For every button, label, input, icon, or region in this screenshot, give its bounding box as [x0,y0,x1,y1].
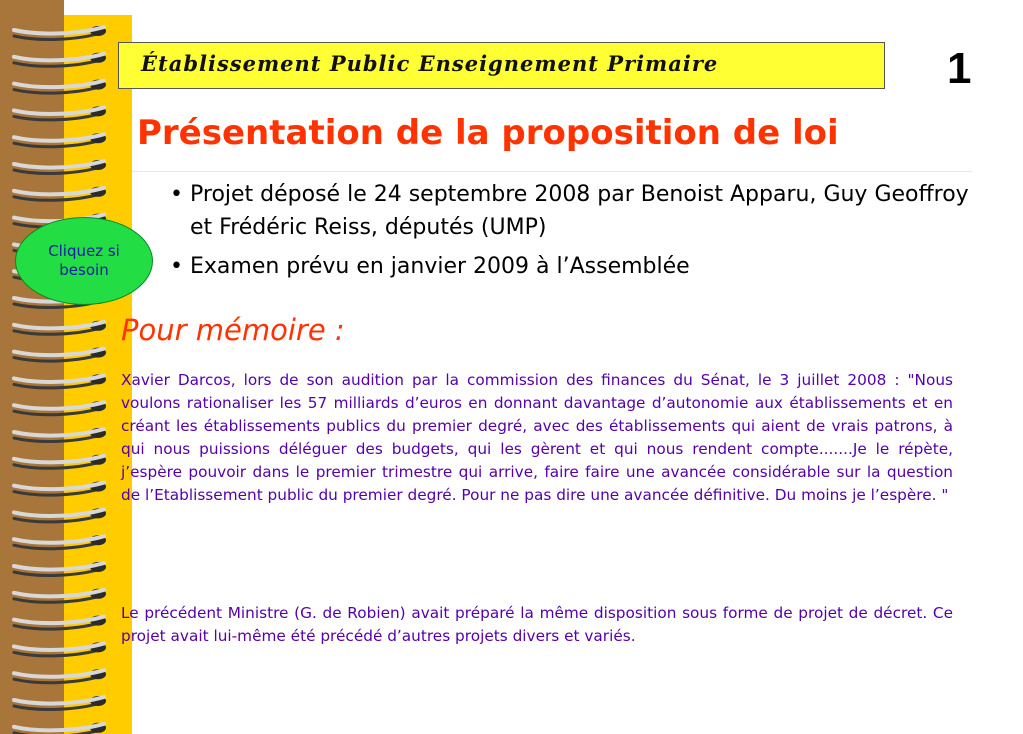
binding-ring [14,669,106,682]
memo-note-paragraph: Le précédent Ministre (G. de Robien) avait préparé la même disposition sous forme de projet de décret. Ce projet avait lui-même été précédé d’autres projets divers et variés. [121,604,953,645]
memo-heading: Pour mémoire : [121,313,345,347]
help-button-label: Cliquez si besoin [48,242,120,279]
slide-title: Présentation de la proposition de loi [137,113,839,153]
binding-ring [14,106,106,119]
bullet-list [170,178,970,289]
binding-ring [14,562,106,575]
binding-ring [14,187,106,200]
memo-quote-paragraph: Xavier Darcos, lors de son audition par la commission des finances du Sénat, le 3 juillet 2008 : "Nous voulons rationaliser les 57 milliards d’euros en donnant davantage d’autonomie aux établissements et en créant les établissements publics du premier degré, avec des établissements qui aient de vrais patrons, à qui nous puissions déléguer des budgets, qui les gèrent et qui nous rendent compte.......Je le répète, j’espère pouvoir dans le premier trimestre qui arrive, faire faire une avancée considérable sur la question de l’Etablissement public du premier degré. Pour ne pas dire une avancée définitive. Du moins je l’espère. " [121,371,953,504]
binding-ring [14,508,106,521]
binding-ring [14,428,106,441]
binding-ring [14,455,106,468]
binding-ring [14,696,106,709]
binding-ring [14,321,106,334]
slide-number: 1 [947,44,972,93]
binding-ring [14,160,106,173]
binding-ring [14,53,106,66]
spiral-binding-icon [0,0,132,734]
binding-ring [14,401,106,414]
binding-ring [14,482,106,495]
header-banner [118,42,885,89]
binding-ring [14,642,106,655]
help-button[interactable] [15,217,153,305]
binding-ring [14,589,106,602]
binding-ring [14,26,106,39]
bullet-item: • Projet déposé le 24 septembre 2008 par Benoist Apparu, Guy Geoffroy et Frédéric Reiss, députés (UMP) [170,178,970,244]
bullet-item: • Examen prévu en janvier 2009 à l’Assemblée [170,250,970,283]
binding-ring [14,616,106,629]
banner-title: Établissement Public Enseignement Primaire [141,51,719,76]
binding-ring [14,133,106,146]
title-divider [132,171,972,172]
notebook-binding [0,0,132,734]
binding-ring [14,374,106,387]
binding-ring [14,535,106,548]
binding-ring [14,80,106,93]
binding-ring [14,723,106,734]
binding-ring [14,348,106,361]
